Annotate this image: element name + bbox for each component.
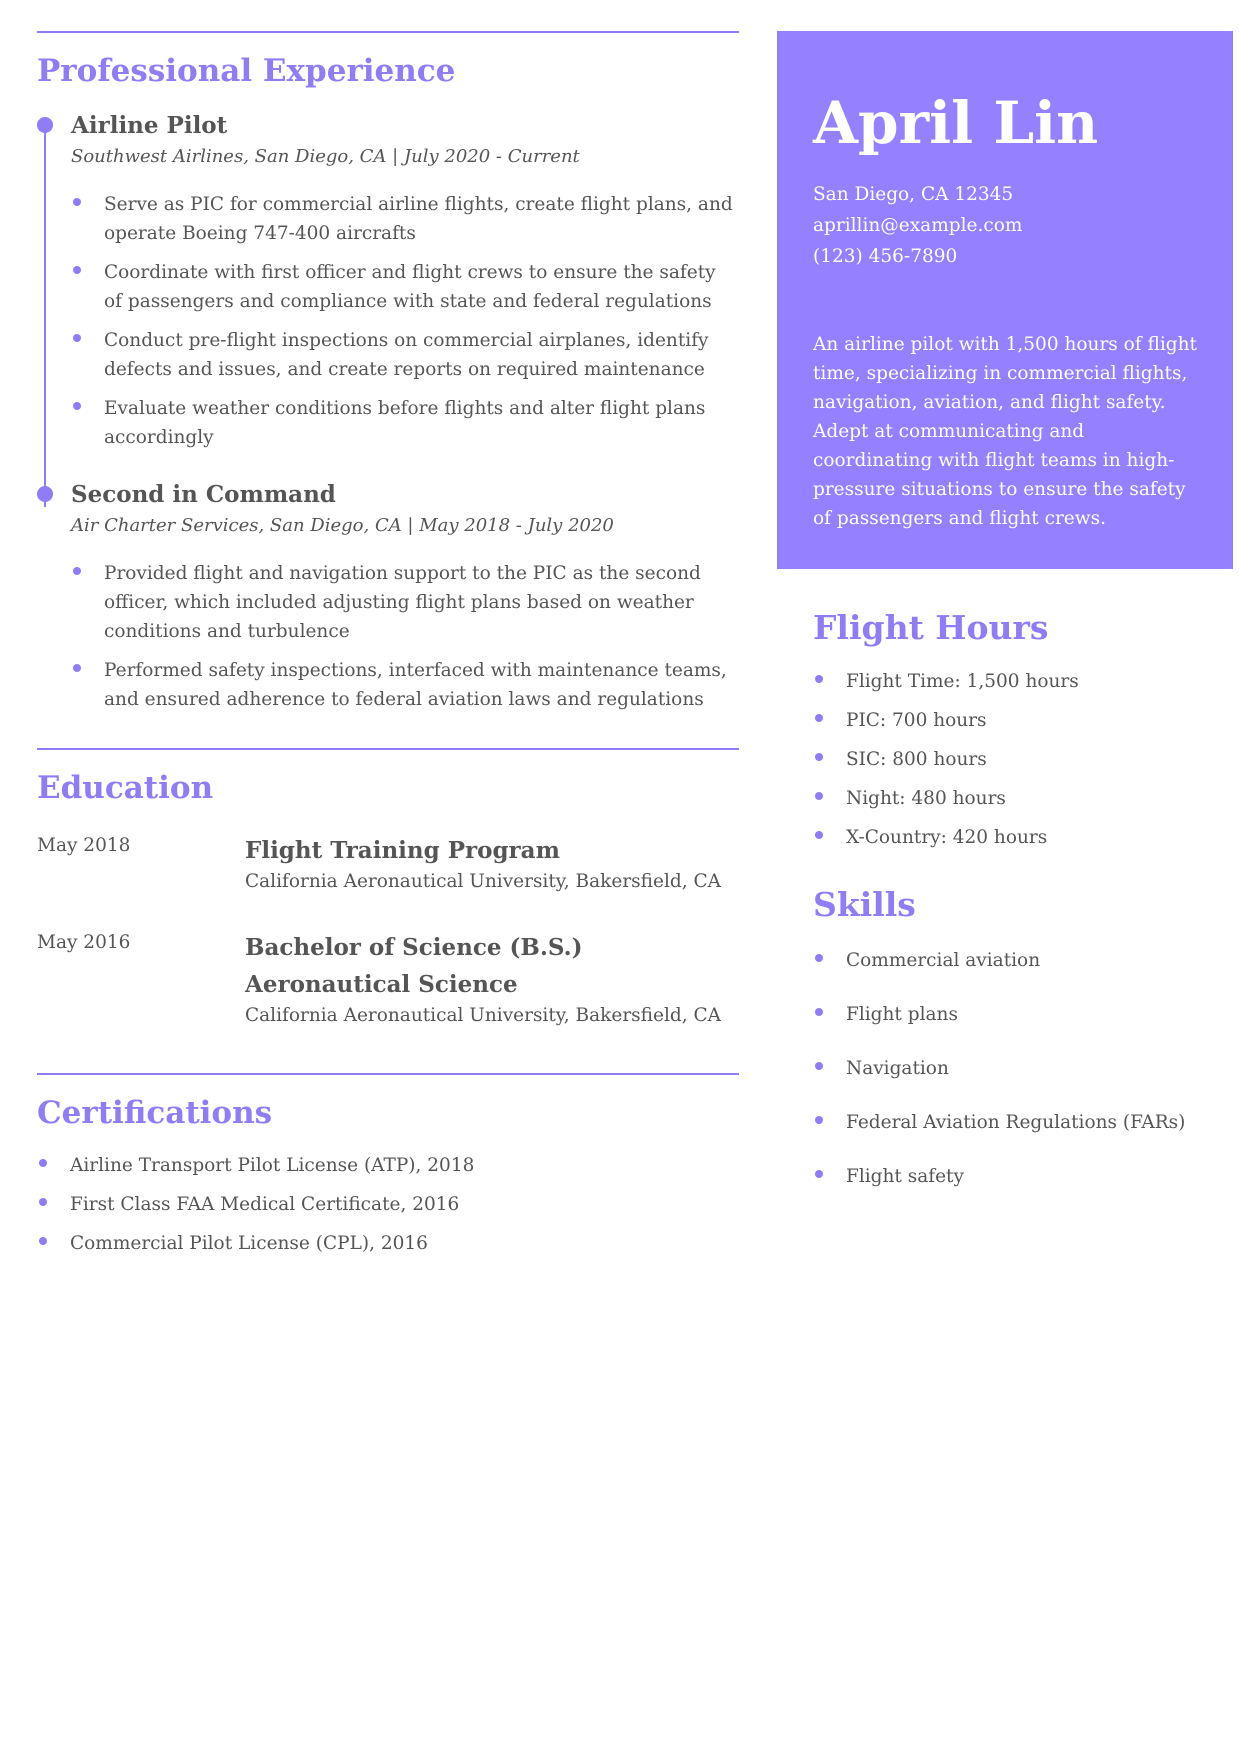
duty-item: Coordinate with first officer and flight crews to ensure the safety of passengers and compliance with state and federal regulations bbox=[71, 258, 739, 316]
certification-list bbox=[37, 1151, 739, 1258]
experience-section bbox=[37, 31, 739, 714]
certification-item: Airline Transport Pilot License (ATP), 2018 bbox=[37, 1151, 739, 1180]
job-meta: Southwest Airlines, San Diego, CA | July 2020 - Current bbox=[71, 146, 580, 167]
education-entry bbox=[37, 929, 739, 1029]
person-name: April Lin bbox=[813, 89, 1099, 157]
flight-hours-item: SIC: 800 hours bbox=[813, 745, 1233, 774]
education-date: May 2018 bbox=[37, 835, 131, 856]
flight-hours-list bbox=[813, 667, 1233, 852]
skill-item: Commercial aviation bbox=[813, 946, 1233, 975]
main-column bbox=[37, 31, 739, 1268]
skill-item: Navigation bbox=[813, 1054, 1233, 1083]
duty-item: Performed safety inspections, interfaced with maintenance teams, and ensured adherence to federal aviation laws and regulations bbox=[71, 656, 739, 714]
skill-item: Flight plans bbox=[813, 1000, 1233, 1029]
education-degree: Flight Training Program bbox=[245, 837, 560, 864]
job-entry bbox=[37, 480, 739, 714]
duty-item: Evaluate weather conditions before flights and alter flight plans accordingly bbox=[71, 394, 739, 452]
education-date: May 2016 bbox=[37, 932, 131, 953]
skill-item: Flight safety bbox=[813, 1162, 1233, 1191]
skills-section bbox=[777, 884, 1233, 1191]
certifications-section bbox=[37, 1073, 739, 1258]
section-divider bbox=[37, 748, 739, 750]
name-header bbox=[777, 31, 1233, 569]
certification-item: First Class FAA Medical Certificate, 2016 bbox=[37, 1190, 739, 1219]
education-school: California Aeronautical University, Bakersfield, CA bbox=[245, 871, 721, 892]
education-section bbox=[37, 748, 739, 1029]
flight-hours-heading: Flight Hours bbox=[813, 608, 1049, 647]
certification-item: Commercial Pilot License (CPL), 2016 bbox=[37, 1229, 739, 1258]
phone: (123) 456-7890 bbox=[813, 246, 958, 267]
education-entry bbox=[37, 832, 739, 895]
flight-hours-item: X-Country: 420 hours bbox=[813, 823, 1233, 852]
side-column bbox=[777, 31, 1233, 1216]
flight-hours-section bbox=[777, 607, 1233, 852]
duty-item: Conduct pre-flight inspections on commercial airplanes, identify defects and issues, and create reports on required maintenance bbox=[71, 326, 739, 384]
profile-summary: An airline pilot with 1,500 hours of flight time, specializing in commercial flights, navigation, aviation, and flight safety. Adept at communicating and coordinating with flight teams in high-pressure situations to ensure the safety of passengers and flight crews. bbox=[813, 334, 1197, 529]
timeline-dot bbox=[37, 117, 53, 133]
experience-heading: Professional Experience bbox=[37, 53, 456, 89]
job-entry bbox=[37, 111, 739, 452]
job-duties bbox=[71, 190, 739, 452]
education-degree-line-2: Aeronautical Science bbox=[245, 971, 518, 998]
duty-item: Serve as PIC for commercial airline flights, create flight plans, and operate Boeing 747-400 aircrafts bbox=[71, 190, 739, 248]
job-duties bbox=[71, 559, 739, 714]
flight-hours-item: PIC: 700 hours bbox=[813, 706, 1233, 735]
job-list bbox=[37, 111, 739, 714]
skills-list bbox=[813, 946, 1233, 1191]
education-degree: Bachelor of Science (B.S.) bbox=[245, 934, 583, 961]
job-title: Second in Command bbox=[71, 481, 336, 508]
email: aprillin@example.com bbox=[813, 215, 1023, 236]
skill-item: Federal Aviation Regulations (FARs) bbox=[813, 1108, 1233, 1137]
job-meta: Air Charter Services, San Diego, CA | May 2018 - July 2020 bbox=[71, 515, 614, 536]
section-divider bbox=[37, 31, 739, 33]
education-school: California Aeronautical University, Bakersfield, CA bbox=[245, 1005, 721, 1026]
address: San Diego, CA 12345 bbox=[813, 184, 1014, 205]
flight-hours-item: Flight Time: 1,500 hours bbox=[813, 667, 1233, 696]
flight-hours-item: Night: 480 hours bbox=[813, 784, 1233, 813]
contact-info bbox=[813, 179, 1197, 272]
job-title: Airline Pilot bbox=[71, 112, 228, 139]
education-heading: Education bbox=[37, 770, 214, 806]
section-divider bbox=[37, 1073, 739, 1075]
timeline-dot bbox=[37, 486, 53, 502]
duty-item: Provided flight and navigation support to the PIC as the second officer, which included adjusting flight plans based on weather conditions and turbulence bbox=[71, 559, 739, 646]
certifications-heading: Certifications bbox=[37, 1095, 273, 1131]
skills-heading: Skills bbox=[813, 885, 916, 924]
